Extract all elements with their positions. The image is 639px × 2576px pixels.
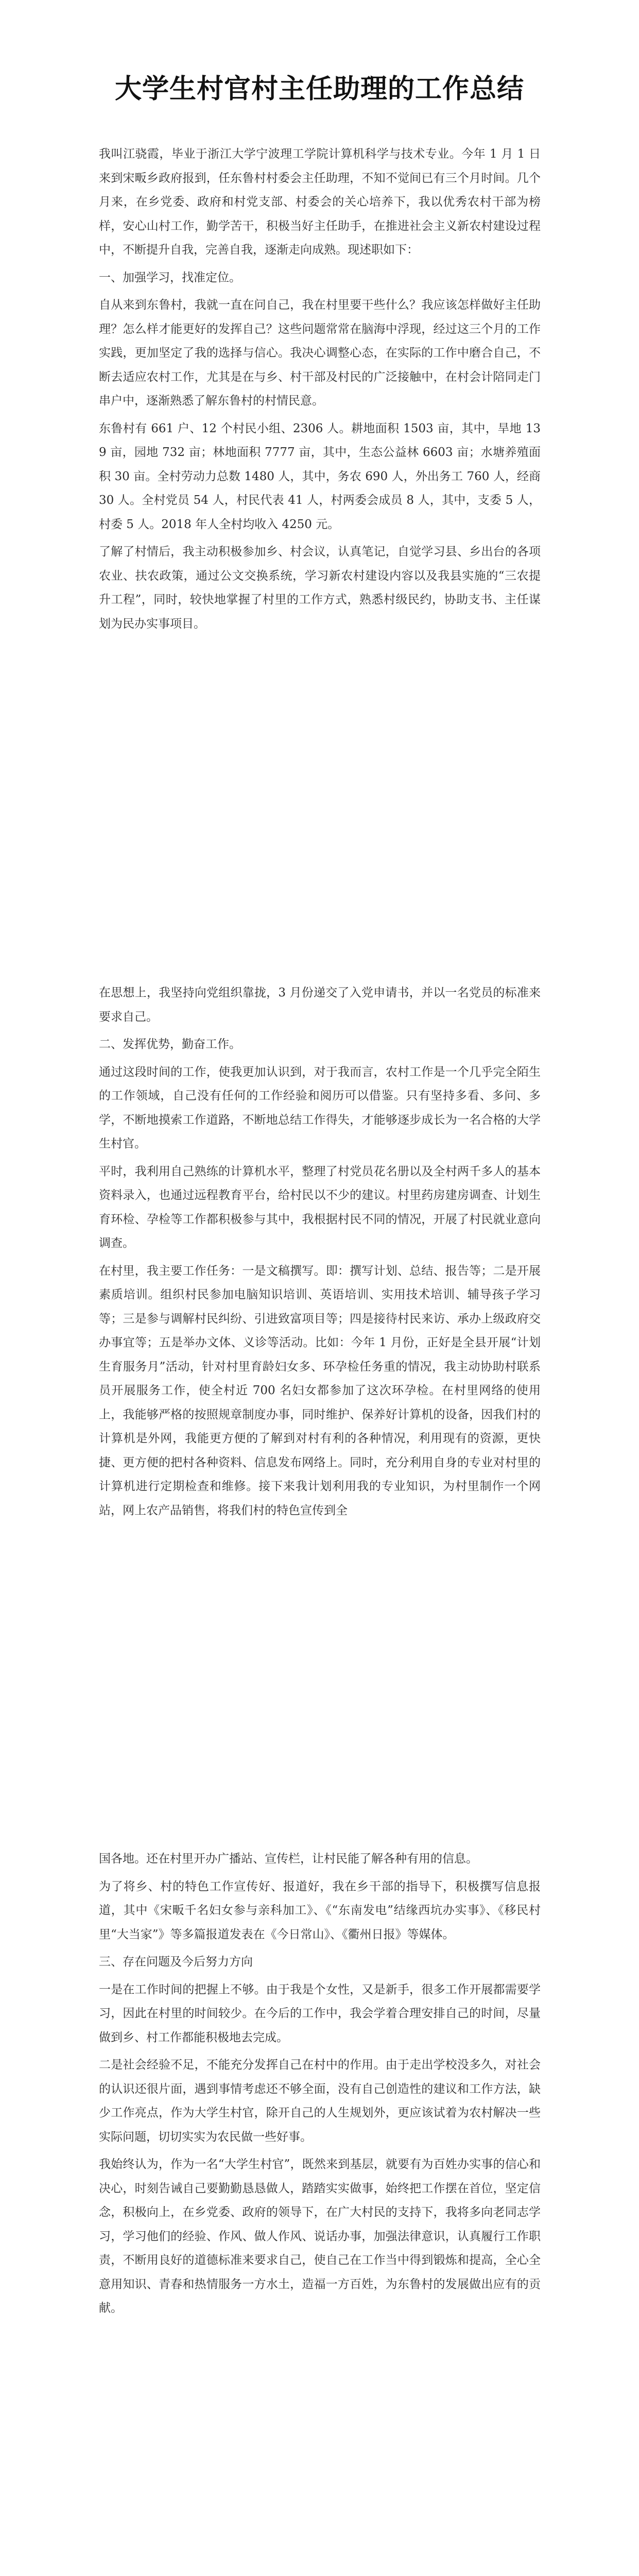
heading-3: 三、存在问题及今后努力方向 (99, 1955, 253, 1969)
paragraph-experience-lack: 二是社会经验不足，不能充分发挥自己在村中的作用。由于走出学校没多久，对社会的认识还很片面，遇到事情考虑还不够全面，没有自己创造性的建议和工作方法，缺少工作亮点，作为大学生村官，除开自己的人生规划外，更应该试着为农村解决一些实际问题，切切实实为农民做一些好事。 (99, 2058, 541, 2144)
paragraph-positioning: 自从来到东鲁村，我就一直在问自己，我在村里要干些什么？我应该怎样做好主任助理？怎么样才能更好的发挥自己？这些问题常常在脑海中浮现，经过这三个月的工作实践，更加坚定了我的选择与信心。我决心调整心态，在实际的工作中磨合自己，不断去适应农村工作，尤其是在与乡、村干部及村民的广泛接触中，在村会计陪同走门串户中，逐渐熟悉了解东鲁村的村情民意。 (99, 298, 541, 408)
paragraph-experience: 通过这段时间的工作，使我更加认识到，对于我而言，农村工作是一个几乎完全陌生的工作领域，自己没有任何的工作经验和阅历可以借鉴。只有坚持多看、多问、多学，不断地摸索工作道路，不断地总结工作得失，才能够逐步成长为一名合格的大学生村官。 (99, 1065, 541, 1150)
heading-2: 二、发挥优势，勤奋工作。 (99, 1038, 241, 1051)
document-title: 大学生村官村主任助理的工作总结 (114, 73, 524, 105)
paragraph-learning: 了解了村情后，我主动积极参加乡、村会议，认真笔记，自觉学习县、乡出台的各项农业、扶农政策，通过公文交换系统，学习新农村建设内容以及我县实施的“三农提升工程”，同时，较快地掌握了村里的工作方式，熟悉村级民约，协助支书、主任谋划为民办实事项目。 (99, 545, 541, 631)
paragraph-computer-skills: 平时，我利用自己熟练的计算机水平，整理了村党员花名册以及全村两千多人的基本资料录入，也通过远程教育平台，给村民以不少的建议。村里药房建房调查、计划生育环检、孕检等工作都积极参与其中，我根据村民不同的情况，开展了村民就业意向调查。 (99, 1164, 541, 1250)
paragraph-village-stats: 东鲁村有 661 户、12 个村民小组、2306 人。耕地面积 1503 亩，其中，旱地 139 亩，园地 732 亩；林地面积 7777 亩，其中，生态公益林 6603 亩；水塘养殖面积 30 亩。全村劳动力总数 1480 人，其中，务农 690 人，外出务工 760 人，经商 30 人。全村党员 54 人，村民代表 41 人，村两委会成员 8 人，其中，支委 5 人，村委 5 人。2018 年人全村均收入 4250 元。 (99, 421, 541, 531)
paragraph-main-tasks: 在村里，我主要工作任务：一是文稿撰写。即：撰写计划、总结、报告等；二是开展素质培训。组织村民参加电脑知识培训、英语培训、实用技术培训、辅导孩子学习等；三是参与调解村民纠纷、引进致富项目等；四是接待村民来访、承办上级政府交办事宜等；五是举办文体、义诊等活动。比如：今年 1 月份，正好是全县开展“计划生育服务月”活动，针对村里育龄妇女多、环孕检任务重的情况，我主动协助村联系员开展服务工作，使全村近 700 名妇女都参加了这次环孕检。在村里网络的使用上，我能够严格的按照规章制度办事，同时维护、保养好计算机的设备，因我们村的计算机是外网，我能更方便的了解到对村有利的各种情况，利用现有的资源，更快捷、更方便的把村各种资料、信息发布网络上。同时，充分利用自身的专业对村里的计算机进行定期检查和维修。接下来我计划利用我的专业知识，为村里制作一个网站，网上农产品销售，将我们村的特色宣传到全 (99, 1264, 541, 1517)
section-work (99, 981, 541, 1526)
paragraph-intro: 我叫江骁霞，毕业于浙江大学宁波理工学院计算机科学与技术专业。今年 1 月 1 日来到宋畈乡政府报到，任东鲁村村委会主任助理，不知不觉间已有三个月时间。几个月来，在乡党委、政府和村党支部、村委会的关心培养下，我以优秀农村干部为榜样，安心山村工作，勤学苦干，积极当好主任助手，在推进社会主义新农村建设过程中，不断提升自我，完善自我，逐渐走向成熟。现述职如下： (99, 147, 541, 257)
section-problems (99, 1847, 541, 2324)
paragraph-broadcast: 国各地。还在村里开办广播站、宣传栏，让村民能了解各种有用的信息。 (99, 1852, 478, 1866)
paragraph-party-application: 在思想上，我坚持向党组织靠拢，3 月份递交了入党申请书，并以一名党员的标准来要求自己。 (99, 986, 541, 1024)
paragraph-reports: 为了将乡、村的特色工作宣传好、报道好，我在乡干部的指导下，积极撰写信息报道，其中《宋畈千名妇女参与亲科加工》、《“东南发电”结缘西坑办实事》、《移民村里“大当家”》等多篇报道发表在《今日常山》、《衢州日报》等媒体。 (99, 1879, 541, 1941)
paragraph-time-management: 一是在工作时间的把握上不够。由于我是个女性，又是新手，很多工作开展都需要学习，因此在村里的时间较少。在今后的工作中，我会学着合理安排自己的时间，尽量做到乡、村工作都能积极地去完成。 (99, 1982, 541, 2044)
section-intro (99, 142, 541, 639)
paragraph-conclusion: 我始终认为，作为一名“大学生村官”，既然来到基层，就要有为百姓办实事的信心和决心，时刻告诫自己要勤勤恳恳做人，踏踏实实做事，始终把工作摆在首位，坚定信念，积极向上，在乡党委、政府的领导下，在广大村民的支持下，我将多向老同志学习，学习他们的经验、作风、做人作风、说话办事，加强法律意识，认真履行工作职责，不断用良好的道德标准来要求自己，使自己在工作当中得到锻炼和提高，全心全意用知识、青春和热情服务一方水土，造福一方百姓，为东鲁村的发展做出应有的贡献。 (99, 2158, 541, 2315)
heading-1: 一、加强学习，找准定位。 (99, 270, 241, 284)
